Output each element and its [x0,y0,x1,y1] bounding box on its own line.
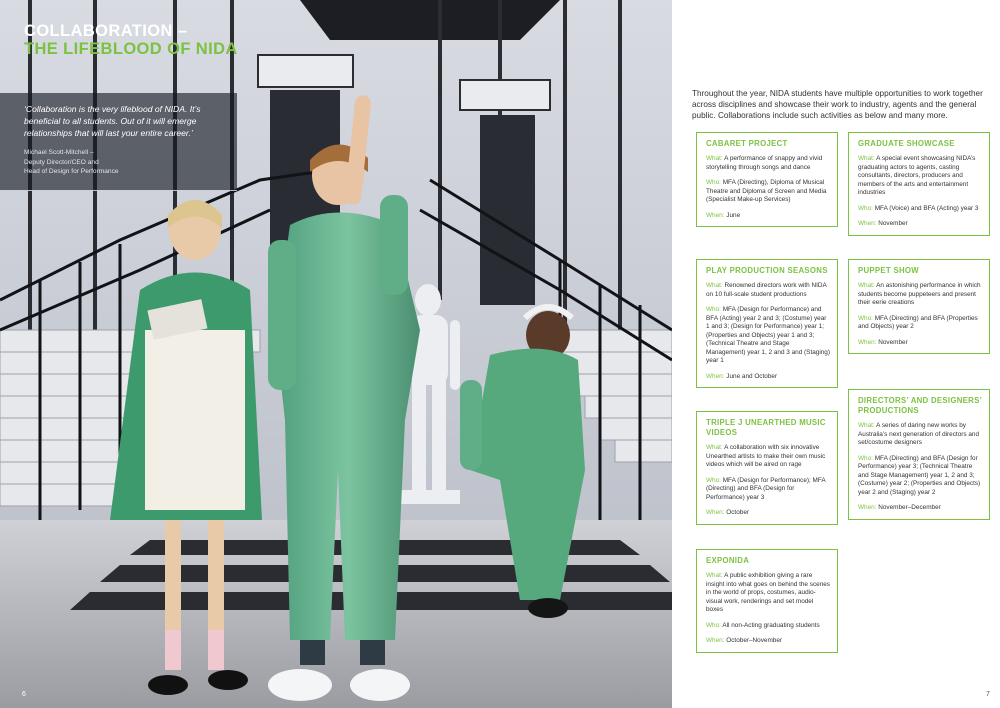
card-who [706,477,830,503]
who-label: Who: [858,454,873,462]
what-text: Renowned directors work with NIDA on 10 full-scale student productions [706,282,827,298]
what-text: A special event showcasing NIDA’s graduating actors to agents, casting consultants, directors, producers and members of the arts and entertainment industries [858,155,976,196]
attribution-role: Deputy Director/CEO and [24,158,99,166]
card-when [706,373,830,382]
card-when [706,637,830,646]
card-title: PUPPET SHOW [858,266,919,275]
what-text: A series of daring new works by Australia’s next generation of directors and set/costume designers [858,422,980,446]
card-who [706,622,830,631]
card-puppet-show [848,259,990,354]
when-label: When: [706,372,725,380]
who-label: Who: [706,476,721,484]
card-title: GRADUATE SHOWCASE [858,139,955,148]
pull-quote: ‘Collaboration is the very lifeblood of NIDA. It’s beneficial to all students. Out of it will emerge relationships that will last your entire career.’ [24,104,201,138]
when-text: November [878,338,908,346]
who-label: Who: [706,306,721,313]
card-what [706,155,830,172]
intro-paragraph: Throughout the year, NIDA students have multiple opportunities to work together across disciplines and showcase their work to industry, agents and the general public. Collaborations include such activities as below and many more. [692,89,983,121]
card-triple-j-unearthed [696,411,838,525]
card-when [858,504,982,513]
what-text: A collaboration with six innovative Unearthed artists to make their own music videos which will be aired on rage [706,444,826,468]
who-text: MFA (Design for Performance); MFA (Directing) and BFA (Design for Performance) year 3 [706,476,826,501]
card-exponida [696,549,838,653]
card-title: EXPONIDA [706,556,750,565]
what-label: What: [858,422,875,429]
card-when [858,339,982,348]
card-title: TRIPLE J UNEARTHED MUSIC VIDEOS [706,418,826,437]
what-label: What: [706,572,723,579]
when-label: When: [858,220,877,227]
what-text: An astonishing performance in which students become puppeteers and present their eerie creations [858,282,981,306]
what-label: What: [858,282,875,289]
card-title: PLAY PRODUCTION SEASONS [706,266,828,275]
card-who [706,179,830,205]
card-what [706,282,830,299]
what-label: What: [706,282,723,289]
who-text: All non-Acting graduating students [722,621,820,629]
what-text: A performance of snappy and vivid storytelling through songs and dance [706,155,823,171]
when-text: October–November [726,637,783,644]
who-text: MFA (Directing), Diploma of Musical Theatre and Diploma of Screen and Media (Specialist Make-up Services) [706,179,827,203]
card-when [706,212,830,221]
card-play-production-seasons [696,259,838,388]
quote-attribution [24,148,229,177]
who-text: MFA (Directing) and BFA (Properties and Objects) year 2 [858,314,978,330]
when-text: November–December [878,504,941,511]
card-when [706,509,830,518]
attribution-role-2: Head of Design for Performance [24,168,119,175]
card-who [858,315,982,332]
title-line-2: THE LIFEBLOOD OF NIDA [24,40,238,58]
card-when [858,220,982,229]
card-who [858,205,982,214]
card-directors-designers-productions [848,389,990,520]
who-label: Who: [706,621,721,629]
when-text: June [726,211,741,219]
card-title: CABARET PROJECT [706,139,788,148]
what-label: What: [706,155,723,162]
page-number-left: 6 [22,691,26,698]
card-what [858,155,982,198]
when-label: When: [858,504,877,511]
when-text: November [878,220,908,227]
who-label: Who: [706,179,721,186]
card-what [706,572,830,615]
when-text: June and October [726,372,778,380]
when-label: When: [706,509,725,516]
page-number-right: 7 [986,691,990,698]
who-label: Who: [858,204,873,212]
who-text: MFA (Directing) and BFA (Design for Performance) year 3; (Technical Theatre and Stage Management) year 1, 2 and 3; (Costume) year 2; (Properties and Objects) year 2 and (Staging) year 2 [858,454,981,496]
card-graduate-showcase [848,132,990,236]
who-text: MFA (Voice) and BFA (Acting) year 3 [874,204,979,212]
what-label: What: [706,444,723,451]
when-label: When: [706,211,725,219]
what-text: A public exhibition giving a rare insight into what goes on behind the scenes in the world of props, costumes, audio-visual work, renderings and set model boxes [706,572,830,613]
when-label: When: [858,338,877,346]
who-text: MFA (Design for Performance) and BFA (Acting) year 2 and 3; (Costume) year 1 and 3; (Design for Performance) year 1; (Properties and Objects) year 1 and 3; (Technical Theatre and Stage Management) year 1, 2 and 3 and (Staging) year 1 [706,306,830,364]
attribution-name: Michael Scott-Mitchell – [24,149,94,156]
what-label: What: [858,155,875,162]
card-title: DIRECTORS’ AND DESIGNERS’ PRODUCTIONS [858,396,982,415]
card-what [706,444,830,470]
title-line-1: COLLABORATION – [24,22,188,40]
when-text: October [726,509,749,516]
who-label: Who: [858,314,873,322]
card-cabaret-project [696,132,838,227]
when-label: When: [706,637,725,644]
card-what [858,422,982,448]
quote-box [0,93,237,191]
card-who [706,306,830,366]
card-what [858,282,982,308]
page-title [24,22,238,58]
card-who [858,455,982,498]
